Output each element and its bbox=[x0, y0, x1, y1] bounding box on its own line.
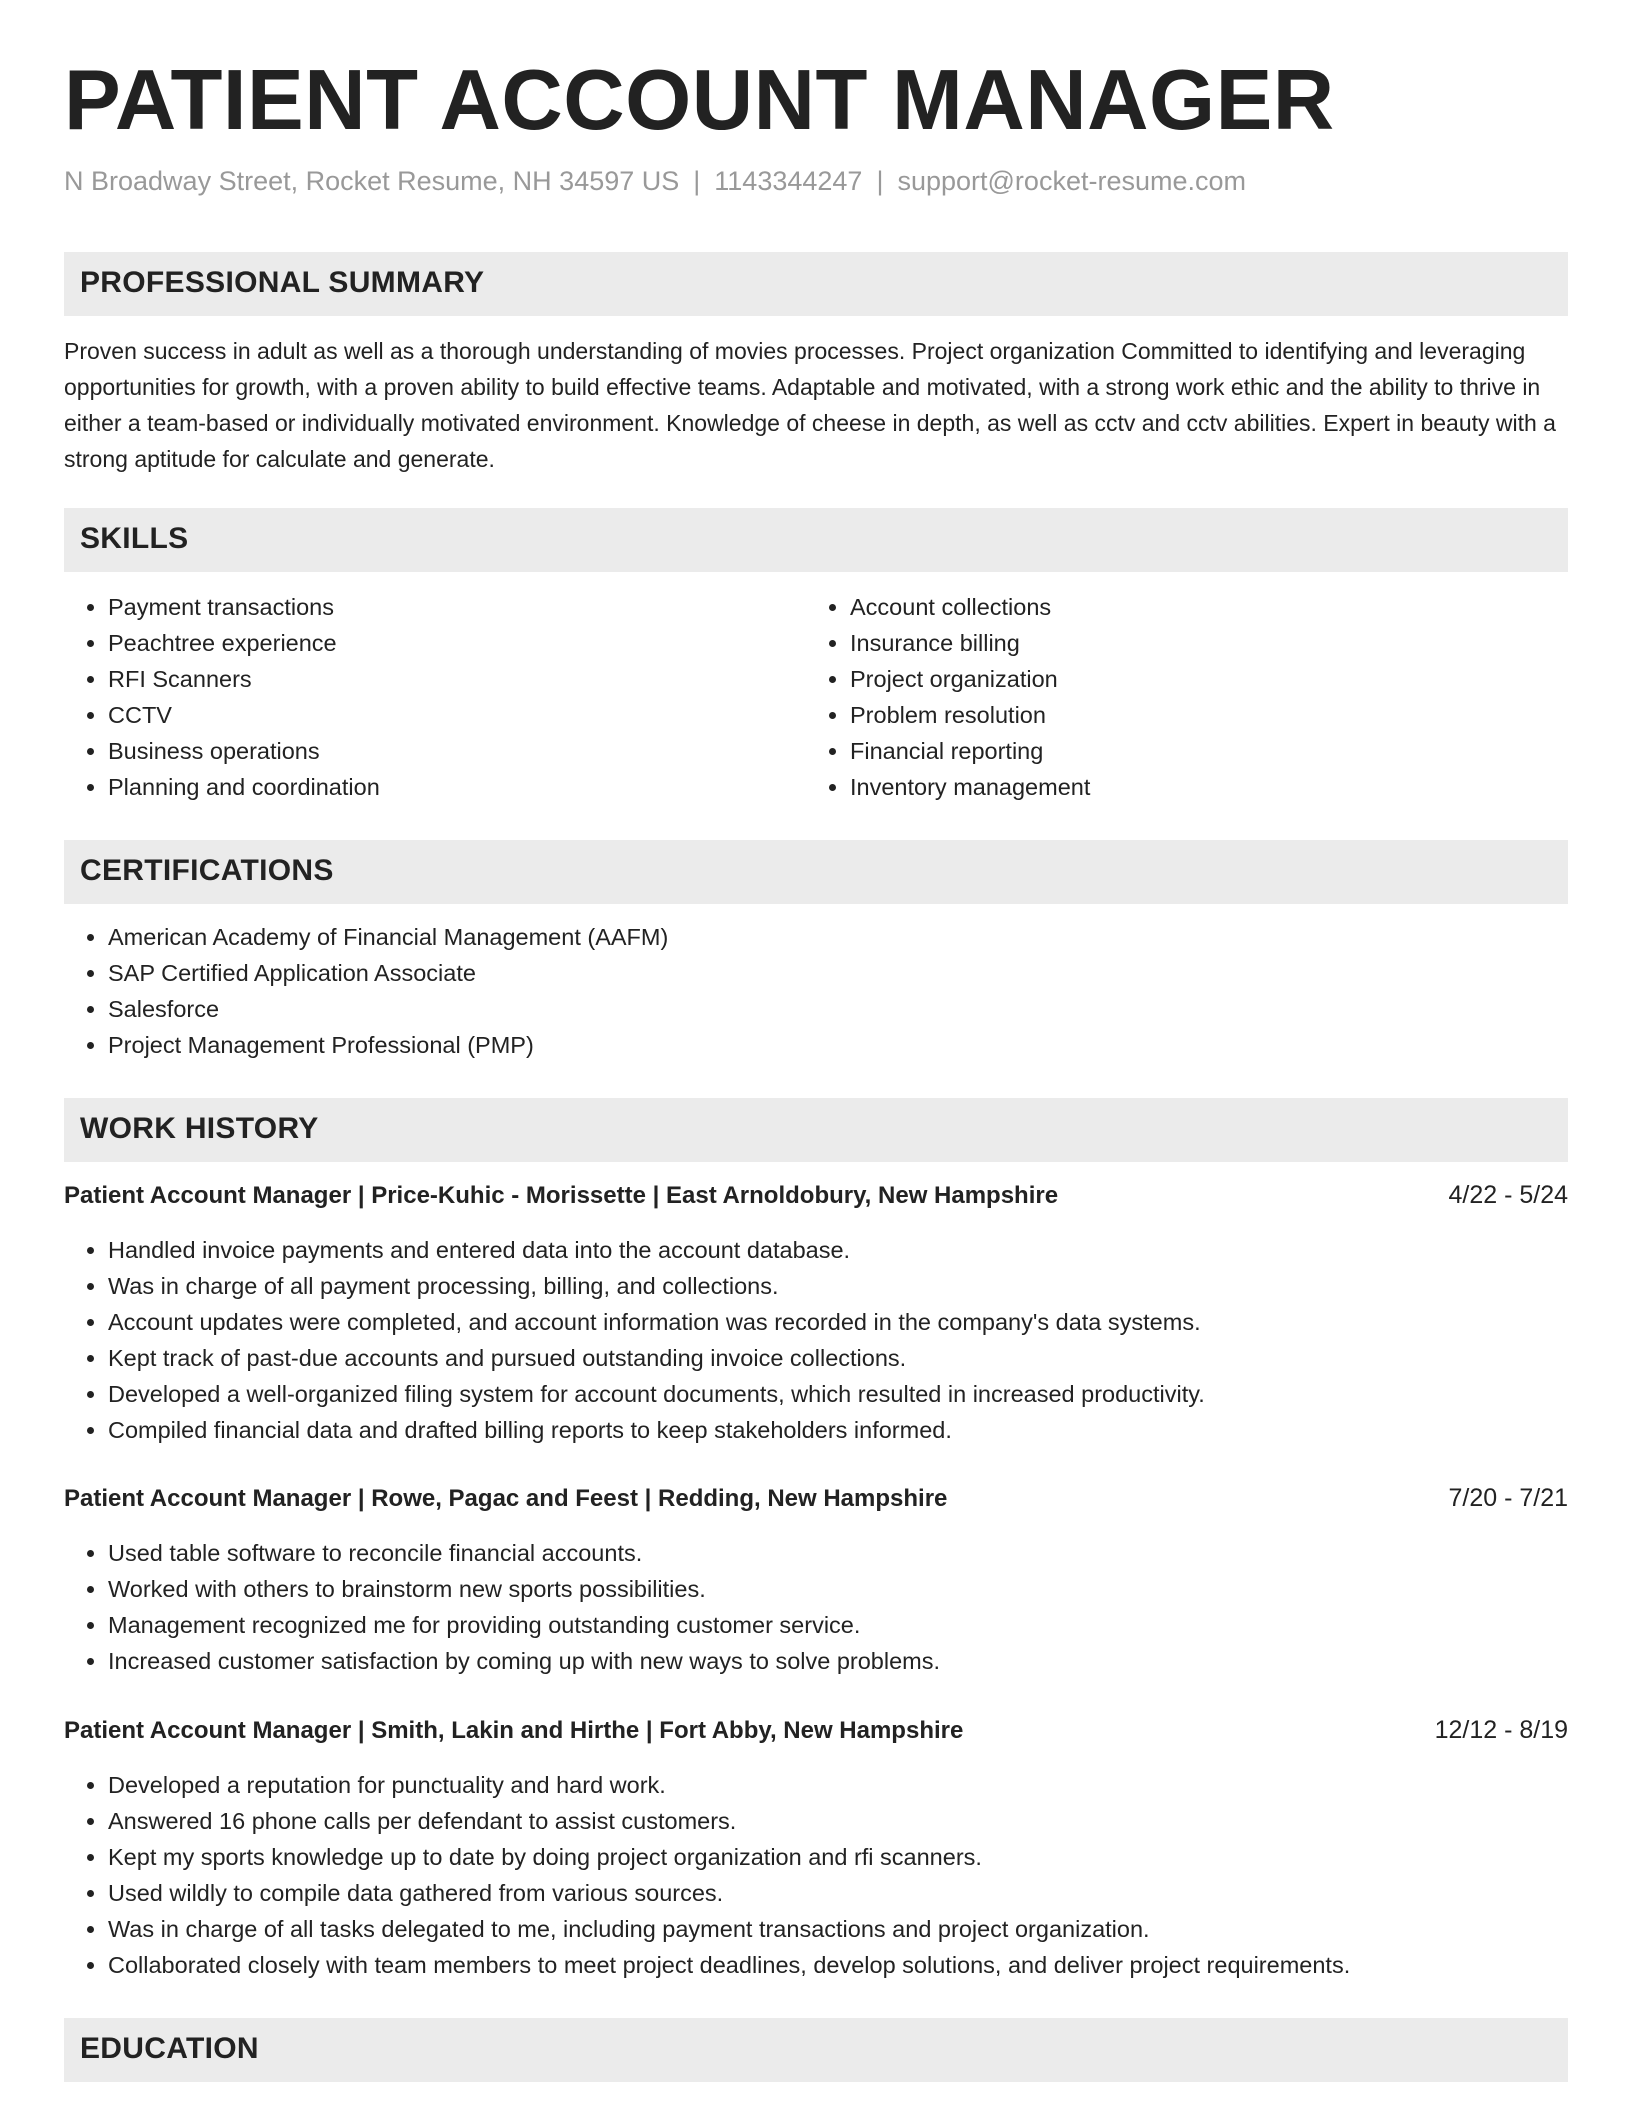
contact-email: support@rocket-resume.com bbox=[897, 166, 1246, 196]
job-bullet: • Worked with others to brainstorm new sports possibilities. bbox=[108, 1571, 1568, 1607]
job-bullet: • Kept my sports knowledge up to date by doing project organization and rfi scanners. bbox=[108, 1839, 1568, 1875]
job-bullet: • Management recognized me for providing outstanding customer service. bbox=[108, 1607, 1568, 1643]
skill-item: • Payment transactions bbox=[108, 589, 808, 625]
job-bullets bbox=[64, 1767, 1568, 1983]
skills-list-right bbox=[806, 589, 1550, 805]
job-bullet: • Was in charge of all payment processing, billing, and collections. bbox=[108, 1268, 1568, 1304]
skill-item: • Inventory management bbox=[850, 769, 1550, 805]
skill-item: • RFI Scanners bbox=[108, 661, 808, 697]
job-bullet: • Compiled financial data and drafted billing reports to keep stakeholders informed. bbox=[108, 1412, 1568, 1448]
resume-name: PATIENT ACCOUNT MANAGER bbox=[64, 53, 1335, 148]
work-heading: WORK HISTORY bbox=[80, 1112, 319, 1145]
skill-item: • Planning and coordination bbox=[108, 769, 808, 805]
job-bullet: • Kept track of past-due accounts and pursued outstanding invoice collections. bbox=[108, 1340, 1568, 1376]
skills-section-header bbox=[64, 508, 1568, 572]
job-title: Patient Account Manager | Smith, Lakin and Hirthe | Fort Abby, New Hampshire bbox=[64, 1717, 964, 1744]
certification-item: • Salesforce bbox=[108, 991, 1568, 1027]
job-title: Patient Account Manager | Price-Kuhic - Morissette | East Arnoldobury, New Hampshire bbox=[64, 1182, 1059, 1209]
skills-list-left bbox=[64, 589, 808, 805]
work-section-header bbox=[64, 1098, 1568, 1162]
job-bullet: • Used table software to reconcile financial accounts. bbox=[108, 1535, 1568, 1571]
skill-item: • Project organization bbox=[850, 661, 1550, 697]
contact-separator: | bbox=[876, 166, 884, 196]
skill-item: • Financial reporting bbox=[850, 733, 1550, 769]
certifications-heading: CERTIFICATIONS bbox=[80, 854, 334, 887]
job-bullet: • Collaborated closely with team members to meet project deadlines, develop solutions, and deliver project requirements. bbox=[108, 1947, 1568, 1983]
education-heading: EDUCATION bbox=[80, 2032, 259, 2065]
certifications-list bbox=[64, 919, 1568, 1063]
job-bullet: • Developed a well-organized filing system for account documents, which resulted in increased productivity. bbox=[108, 1376, 1568, 1412]
skill-item: • Insurance billing bbox=[850, 625, 1550, 661]
job-bullet: • Handled invoice payments and entered data into the account database. bbox=[108, 1232, 1568, 1268]
contact-address: N Broadway Street, Rocket Resume, NH 34597 US bbox=[64, 166, 680, 196]
certification-item: • Project Management Professional (PMP) bbox=[108, 1027, 1568, 1063]
skills-heading: SKILLS bbox=[80, 522, 189, 555]
job-bullet: • Was in charge of all tasks delegated to me, including payment transactions and project organization. bbox=[108, 1911, 1568, 1947]
skill-item: • Problem resolution bbox=[850, 697, 1550, 733]
summary-section-header bbox=[64, 252, 1568, 316]
job-dates: 12/12 - 8/19 bbox=[1434, 1716, 1568, 1744]
certification-item: • American Academy of Financial Management (AAFM) bbox=[108, 919, 1568, 955]
skill-item: • Peachtree experience bbox=[108, 625, 808, 661]
job-bullet: • Account updates were completed, and account information was recorded in the company's data systems. bbox=[108, 1304, 1568, 1340]
job-title: Patient Account Manager | Rowe, Pagac and Feest | Redding, New Hampshire bbox=[64, 1485, 948, 1512]
job-bullet: • Increased customer satisfaction by coming up with new ways to solve problems. bbox=[108, 1643, 1568, 1679]
job-bullet: • Answered 16 phone calls per defendant to assist customers. bbox=[108, 1803, 1568, 1839]
job-bullet: • Developed a reputation for punctuality and hard work. bbox=[108, 1767, 1568, 1803]
education-section-header bbox=[64, 2018, 1568, 2082]
certifications-section-header bbox=[64, 840, 1568, 904]
skill-item: • CCTV bbox=[108, 697, 808, 733]
certification-item: • SAP Certified Application Associate bbox=[108, 955, 1568, 991]
contact-line bbox=[64, 166, 1246, 197]
summary-heading: PROFESSIONAL SUMMARY bbox=[80, 266, 485, 299]
job-bullets bbox=[64, 1535, 1568, 1679]
job-dates: 4/22 - 5/24 bbox=[1448, 1181, 1568, 1209]
contact-phone: 1143344247 bbox=[714, 166, 863, 196]
skill-item: • Business operations bbox=[108, 733, 808, 769]
job-bullet: • Used wildly to compile data gathered from various sources. bbox=[108, 1875, 1568, 1911]
contact-separator: | bbox=[693, 166, 701, 196]
job-bullets bbox=[64, 1232, 1568, 1448]
job-dates: 7/20 - 7/21 bbox=[1448, 1484, 1568, 1512]
summary-text: Proven success in adult as well as a thorough understanding of movies processes. Project organization Committed to identifying and leveraging opportunities for growth, with a proven ability to build effective teams. Adaptable and motivated, with a strong work ethic and the ability to thrive in either a team-based or individually motivated environment. Knowledge of cheese in depth, as well as cctv and cctv abilities. Expert in beauty with a strong aptitude for calculate and generate. bbox=[64, 338, 1556, 472]
skill-item: • Account collections bbox=[850, 589, 1550, 625]
